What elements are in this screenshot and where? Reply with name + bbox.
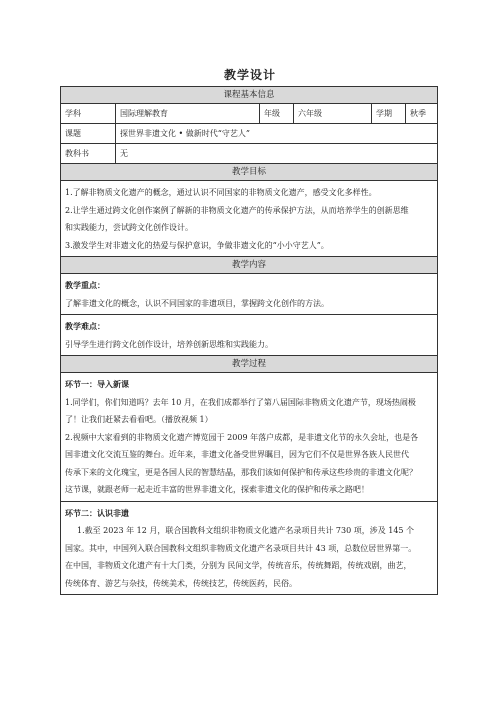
textbook-row <box>61 144 437 164</box>
basic-info-header: 课程基本信息 <box>61 87 437 104</box>
step1-block <box>61 373 437 502</box>
step1-line: 1.同学们，你们知道吗？去年 10 月，在我们成都举行了第八届国际非物质文化遗产节，现场热闹极 <box>65 397 416 407</box>
grade-label: 年级 <box>259 104 293 123</box>
objective-line: 1.了解非物质文化遗产的概念，通过认识不同国家的非物质文化遗产，感受文化多样性。 <box>65 188 377 197</box>
term-label: 学期 <box>371 104 405 123</box>
step1-line: 传承下来的文化瑰宝，更是各国人民的智慧结晶，那我们该如何保护和传承这些珍贵的非遗文化呢？ <box>65 467 417 477</box>
objective-line: 2.让学生通过跨文化创作案例了解新的非物质文化遗产的传承保护方法，从而培养学生的创新思维 <box>65 205 409 215</box>
subject-row <box>61 104 437 124</box>
grade-value: 六年级 <box>293 104 371 123</box>
objective-line: 3.激发学生对非遗文化的热爱与保护意识，争做非遗文化的“小小守艺人”。 <box>65 240 329 250</box>
difficulty-block <box>61 315 437 356</box>
subject-label: 学科 <box>65 109 81 118</box>
step1-label: 环节一：导入新课 <box>65 379 129 389</box>
step2-block <box>61 502 437 595</box>
step2-label: 环节二：认识非遗 <box>65 507 129 518</box>
step1-line: 这节课，就跟老师一起走近丰富的世界非遗文化，探索非遗文化的保护和传承之路吧！ <box>65 485 369 494</box>
process-header: 教学过程 <box>61 356 437 373</box>
step2-line: 在中国，非物质文化遗产有十大门类，分别为 民间文学，传统音乐，传统舞蹈，传统戏剧，曲艺， <box>65 561 412 570</box>
objective-line: 和实践能力，尝试跨文化创作设计。 <box>65 223 193 232</box>
difficulty-label: 教学难点： <box>65 321 105 331</box>
topic-label: 课题 <box>65 129 81 138</box>
step2-line: 1.截至 2023 年 12 月，联合国教科文组织非物质文化遗产名录项目共计 730 项，涉及 145 个 <box>77 526 415 535</box>
step1-line: 2.视频中大家看到的非物质文化遗产博览园于 2009 年落户成都，是非遗文化节的永久会址，也是各 <box>65 432 419 442</box>
subject-value: 国际理解教育 <box>115 104 259 123</box>
topic-value: 探世界非遗文化 • 做新时代“守艺人” <box>115 124 437 143</box>
page-title: 教学设计 <box>223 68 276 82</box>
textbook-value: 无 <box>115 144 437 163</box>
textbook-label: 教科书 <box>65 149 89 158</box>
lesson-plan-table <box>60 86 438 595</box>
key-points-block <box>61 274 437 315</box>
key-points-label: 教学重点： <box>65 280 105 290</box>
key-points-text: 了解非遗文化的概念，认识不同国家的非遗项目，掌握跨文化创作的方法。 <box>65 298 329 308</box>
difficulty-text: 引导学生进行跨文化创作设计，培养创新思维和实践能力。 <box>65 339 273 349</box>
step1-line: 了！让我们赶紧去看看吧。（播放视频 1） <box>65 415 213 424</box>
step1-line: 国非遗文化交流互鉴的舞台。近年来，非遗文化备受世界瞩目，因为它们不仅是世界各族人民世代 <box>65 450 409 459</box>
term-value: 秋季 <box>405 104 437 123</box>
objectives-header: 教学目标 <box>61 164 437 181</box>
objectives-body <box>61 181 437 257</box>
step2-line: 传统体育、游艺与杂技，传统美术，传统技艺，传统医药，民俗。 <box>65 578 297 588</box>
content-header: 教学内容 <box>61 257 437 274</box>
topic-row <box>61 124 437 144</box>
step2-line: 国家。其中，中国列入联合国教科文组织非物质文化遗产名录项目共计 43 项，总数位居世界第一。 <box>65 543 417 553</box>
